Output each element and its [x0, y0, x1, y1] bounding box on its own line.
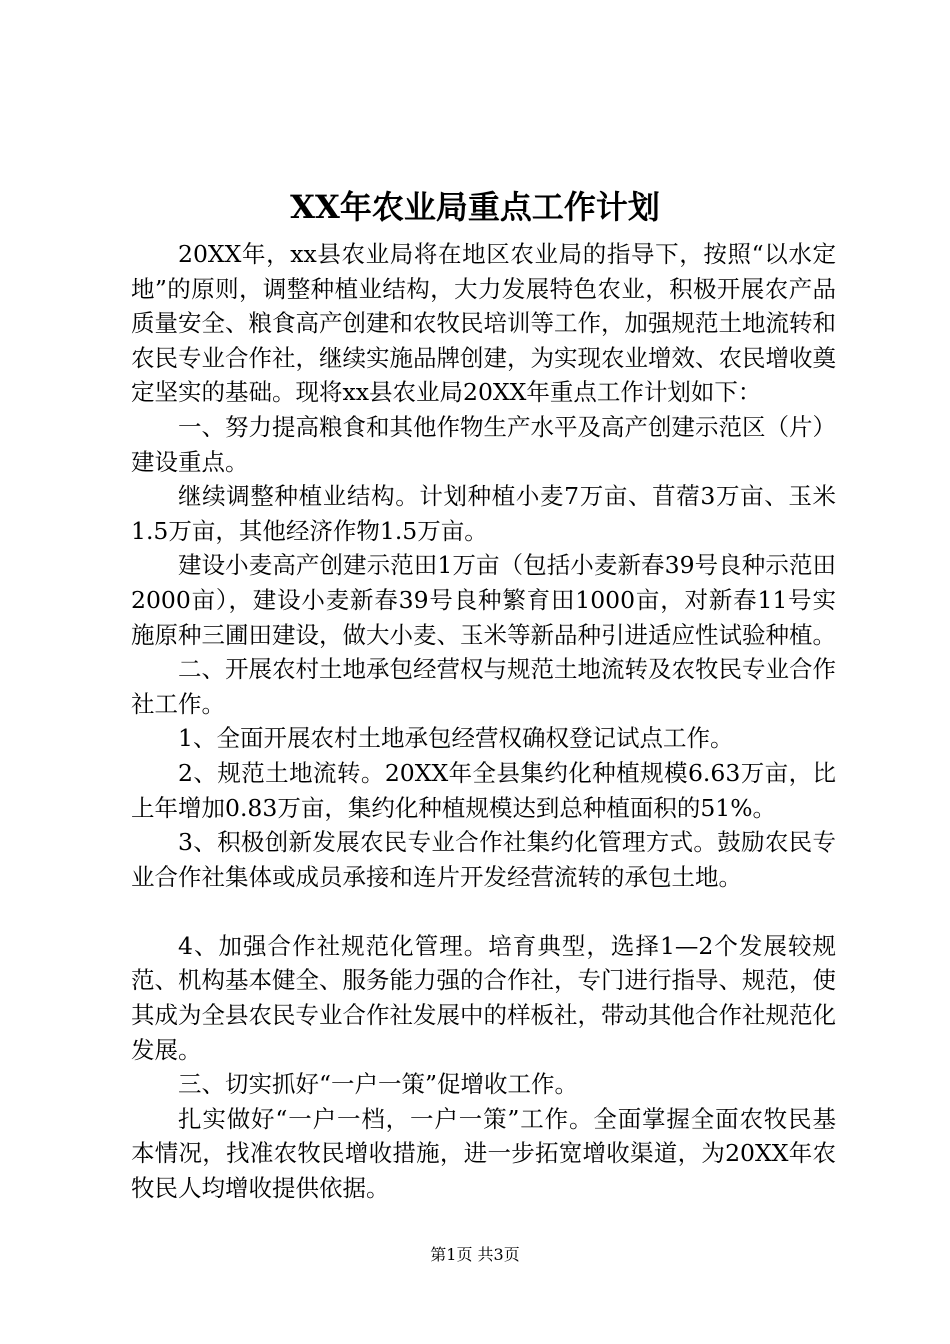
paragraph-household-work: 扎实做好“一户一档，一户一策”工作。全面掌握全面农牧民基本情况，找准农牧民增收措施，进一步拓宽增收渠道，为20XX年农牧民人均增收提供依据。	[131, 1104, 836, 1203]
paragraph-item-4: 4、加强合作社规范化管理。培育典型，选择1—2个发展较规范、机构基本健全、服务能力强的合作社，专门进行指导、规范，使其成为全县农民专业合作社发展中的样板社，带动其他合作社规范化发展。	[131, 931, 836, 1064]
paragraph-intro: 20XX年，xx县农业局将在地区农业局的指导下，按照“以水定地”的原则，调整种植业结构，大力发展特色农业，积极开展农产品质量安全、粮食高产创建和农牧民培训等工作，加强规范土地流转和农民专业合作社，继续实施品牌创建，为实现农业增效、农民增收奠定坚实的基础。现将xx县农业局20XX年重点工作计划如下：	[131, 240, 836, 407]
paragraph-section-3-heading: 三、切实抓好“一户一策”促增收工作。	[178, 1070, 579, 1099]
paragraph-demo-fields: 建设小麦高产创建示范田1万亩（包括小麦新春39号良种示范田2000亩），建设小麦新春39号良种繁育田1000亩，对新春11号实施原种三圃田建设，做大小麦、玉米等新品种引进适应性试验种植。	[131, 551, 836, 649]
document-body	[131, 237, 836, 1206]
page-footer: 第1页 共3页	[430, 1245, 520, 1264]
paragraph-section-2-heading: 二、开展农村土地承包经营权与规范土地流转及农牧民专业合作社工作。	[131, 655, 836, 718]
paragraph-item-3: 3、积极创新发展农民专业合作社集约化管理方式。鼓励农民专业合作社集体或成员承接和连片开发经营流转的承包土地。	[131, 828, 836, 891]
page-title: XX年农业局重点工作计划	[290, 188, 660, 226]
paragraph-section-1-heading: 一、努力提高粮食和其他作物生产水平及高产创建示范区（片）建设重点。	[131, 412, 836, 476]
paragraph-item-2: 2、规范土地流转。20XX年全县集约化种植规模6.63万亩，比上年增加0.83万亩，集约化种植规模达到总种植面积的51%。	[131, 758, 836, 822]
paragraph-planting-plan: 继续调整种植业结构。计划种植小麦7万亩、苜蓿3万亩、玉米1.5万亩，其他经济作物1.5万亩。	[131, 482, 836, 545]
paragraph-item-1: 1、全面开展农村土地承包经营权确权登记试点工作。	[178, 724, 734, 753]
